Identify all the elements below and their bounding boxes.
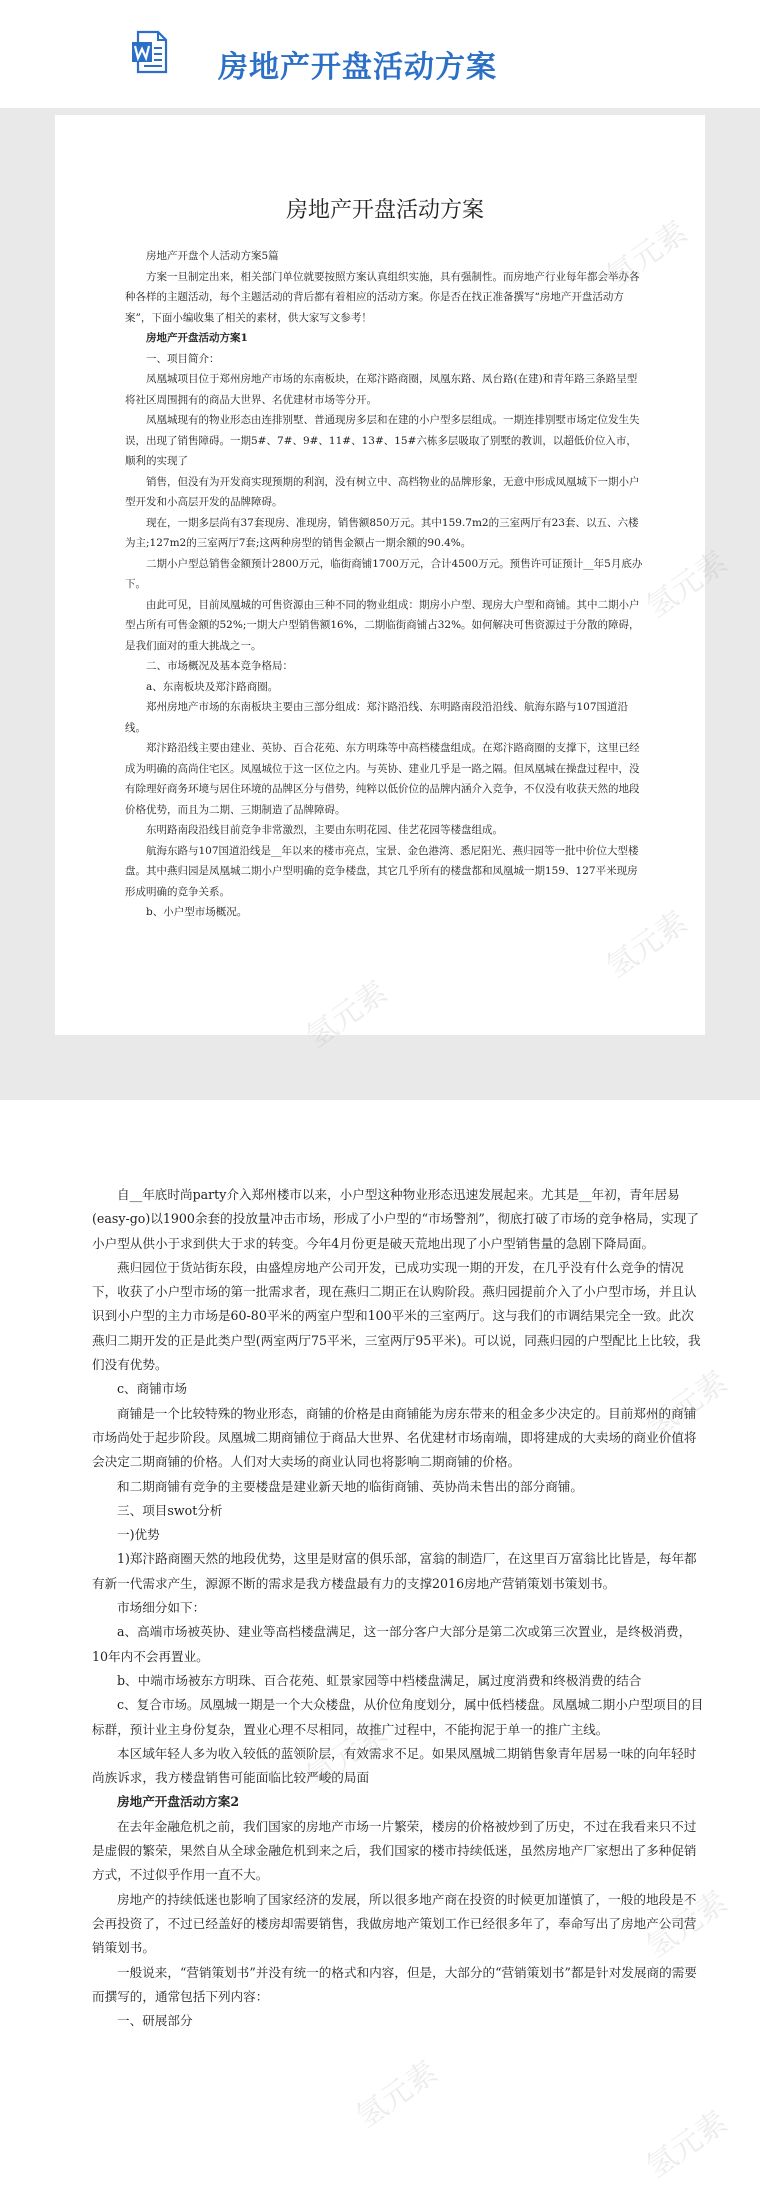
paragraph: 凤凰城现有的物业形态由连排别墅、普通现房多层和在建的小户型多层组成。一期连排别墅市场定位发生失误，出现了销售障碍。一期5#、7#、9#、11#、13#、15#六栋多层吸取了别墅的教训，以超低价位入市，顺利的实现了 — [125, 414, 640, 467]
watermark: 氢元素 — [640, 1884, 734, 1966]
paragraph: 市场细分如下： — [117, 1600, 206, 1616]
paragraph: 和二期商铺有竞争的主要楼盘是建业新天地的临街商铺、英协尚未售出的部分商铺。 — [117, 1478, 583, 1494]
paragraph: 本区域年轻人多为收入较低的蓝领阶层，有效需求不足。如果凤凰城二期销售象青年居易一味的向年轻时尚族诉求，我方楼盘销售可能面临比较严峻的局面 — [92, 1745, 697, 1786]
paragraph: a、高端市场被英协、建业等高档楼盘满足，这一部分客户大部分是第二次或第三次置业，是终极消费，10年内不会再置业。 — [92, 1624, 692, 1664]
paragraph: 二、市场概况及基本竞争格局： — [146, 660, 293, 672]
paragraph: 商铺是一个比较特殊的物业形态，商铺的价格是由商铺能为房东带来的租金多少决定的。目前郑州的商铺市场尚处于起步阶段。凤凰城二期商铺位于商品大世界、名优建材市场南端，即将建成的大卖场的商业价值将会决定二期商铺的价格。人们对大卖场的商业认同也将影响二期商铺的价格。 — [92, 1405, 697, 1470]
paragraph: 一、项目简介： — [146, 352, 220, 365]
paragraph: 现在，一期多层尚有37套现房、准现房，销售额850万元。其中159.7m2的三室两厅有23套、以五、六楼为主;127m2的三室两厅7套;这两种房型的销售金额占一期余额的90.4%。 — [125, 516, 639, 549]
paragraph: 房地产的持续低迷也影响了国家经济的发展，所以很多地产商在投资的时候更加谨慎了，一般的地段是不会再投资了，不过已经盖好的楼房却需要销售，我做房地产策划工作已经很多年了，奉命写出了房地产公司营销策划书。 — [92, 1891, 697, 1956]
page-1-body — [125, 246, 645, 923]
paragraph: 东明路南段沿线目前竞争非常激烈，主要由东明花园、佳艺花园等楼盘组成。 — [146, 824, 503, 836]
paragraph: 一般说来，“营销策划书”并没有统一的格式和内容，但是，大部分的“营销策划书”都是针对发展商的需要而撰写的，通常包括下列内容： — [92, 1964, 697, 2004]
paragraph: 房地产开盘个人活动方案5篇 — [146, 250, 279, 262]
header-title: 房地产开盘活动方案 — [218, 50, 497, 85]
paragraph: 航海东路与107国道沿线是__年以来的楼市亮点，宝景、金色港湾、悉尼阳光、燕归园等一批中价位大型楼盘。其中燕归园是凤凰城二期小户型明确的竞争楼盘，其它几乎所有的楼盘都和凤凰城一期159、127平米现房形成明确的竞争关系。 — [125, 844, 639, 898]
paragraph: 二期小户型总销售金额预计2800万元，临街商铺1700万元，合计4500万元。预售许可证预计__年5月底办下。 — [125, 557, 643, 590]
paragraph: 自__年底时尚party介入郑州楼市以来，小户型这种物业形态迅速发展起来。尤其是__年初，青年居易(easy-go)以1900余套的投放量冲击市场，形成了小户型的“市场警剂”，彻底打破了市场的竞争格局，实现了小户型从供小于求到供大于求的转变。今年4月份更是破天荒地出现了小户型销售量的急剧下降局面。 — [92, 1187, 699, 1251]
section-heading: 房地产开盘活动方案1 — [146, 332, 248, 344]
paragraph: c、复合市场。凤凰城一期是一个大众楼盘，从价位角度划分，属中低档楼盘。凤凰城二期小户型项目的目标群，预计业主身份复杂，置业心理不尽相同，故推广过程中，不能拘泥于单一的推广主线。 — [92, 1697, 704, 1737]
paragraph: 方案一旦制定出来，相关部门单位就要按照方案认真组织实施，具有强制性。而房地产行业每年都会举办各种各样的主题活动，每个主题活动的背后都有着相应的活动方案。你是否在找正准备撰写“房地产开盘活动方案”，下面小编收集了相关的素材，供大家写文参考！ — [125, 270, 640, 324]
paragraph: 一、研展部分 — [117, 2013, 193, 2029]
section-heading: 房地产开盘活动方案2 — [117, 1794, 240, 1810]
word-document-icon — [132, 30, 168, 74]
paragraph: 一)优势 — [117, 1527, 160, 1543]
paragraph: 燕归园位于货站街东段，由盛煌房地产公司开发，已成功实现一期的开发，在几乎没有什么竞争的情况下，收获了小户型市场的第一批需求者，现在燕归二期正在认购阶段。燕归园提前介入了小户型市场，并且认识到小户型的主力市场是60-80平米的两室户型和100平米的三室两厅。这与我们的市调结果完全一致。此次燕归二期开发的正是此类户型(两室两厅75平米，三室两厅95平米)。可以说，同燕归园的户型配比上比较，我们没有优势。 — [92, 1259, 701, 1373]
watermark: 氢元素 — [350, 2054, 444, 2136]
watermark: 氢元素 — [300, 1714, 394, 1796]
paragraph: c、商铺市场 — [117, 1381, 188, 1397]
page-2-body — [92, 1183, 704, 2033]
document-page-1 — [55, 115, 705, 1035]
page-1-content — [125, 193, 645, 923]
paragraph: 凤凰城项目位于郑州房地产市场的东南板块，在郑汴路商圈，凤凰东路、凤台路(在建)和青年路三条路呈型将社区周围拥有的商品大世界、名优建材市场等分开。 — [125, 373, 638, 406]
paragraph: 郑州房地产市场的东南板块主要由三部分组成：郑汴路沿线、东明路南段沿沿线、航海东路与107国道沿线。 — [125, 701, 629, 734]
watermark: 氢元素 — [640, 2104, 734, 2186]
paragraph: 1)郑汴路商圈天然的地段优势，这里是财富的俱乐部，富翁的制造厂，在这里百万富翁比比皆是，每年都有新一代需求产生，源源不断的需求是我方楼盘最有力的支撑2016房地产营销策划书策划书。 — [92, 1551, 697, 1591]
paragraph: a、东南板块及郑汴路商圈。 — [146, 680, 279, 693]
paragraph: b、中端市场被东方明珠、百合花苑、虹景家园等中档楼盘满足，属过度消费和终极消费的结合 — [117, 1672, 642, 1688]
paragraph: 在去年金融危机之前，我们国家的房地产市场一片繁荣，楼房的价格被炒到了历史，不过在我看来只不过是虚假的繁荣，果然自从全球金融危机到来之后，我们国家的楼市持续低迷，虽然房地产厂家想出了多种促销方式，不过似乎作用一直不大。 — [92, 1818, 697, 1883]
paragraph: 销售，但没有为开发商实现预期的利润，没有树立中、高档物业的品牌形象，无意中形成凤凰城下一期小户型开发和小高层开发的品牌障碍。 — [125, 475, 640, 508]
document-page-2 — [92, 1183, 704, 2033]
paragraph: 郑汴路沿线主要由建业、英协、百合花苑、东方明珠等中高档楼盘组成。在郑汴路商圈的支撑下，这里已经成为明确的高尚住宅区。凤凰城位于这一区位之内。与英协、建业几乎是一路之隔。但凤凰城在操盘过程中，没有除理好商务环境与居住环境的品牌区分与借势，纯粹以低价位的品牌内涵介入竞争，不仅没有收获天然的地段价格优势，而且为二期、三期制造了品牌障碍。 — [125, 742, 640, 816]
paragraph: 三、项目swot分析 — [117, 1502, 223, 1518]
paragraph: b、小户型市场概况。 — [146, 906, 248, 918]
paragraph: 由此可见，目前凤凰城的可售资源由三种不同的物业组成：期房小户型、现房大户型和商铺。其中二期小户型占所有可售金额的52%;一期大户型销售额16%，二期临街商铺占32%。如何解决可售资源过于分散的障碍，是我们面对的重大挑战之一。 — [125, 598, 640, 652]
document-title: 房地产开盘活动方案 — [285, 198, 484, 223]
page-header — [0, 0, 760, 125]
watermark: 氢元素 — [640, 1364, 734, 1446]
